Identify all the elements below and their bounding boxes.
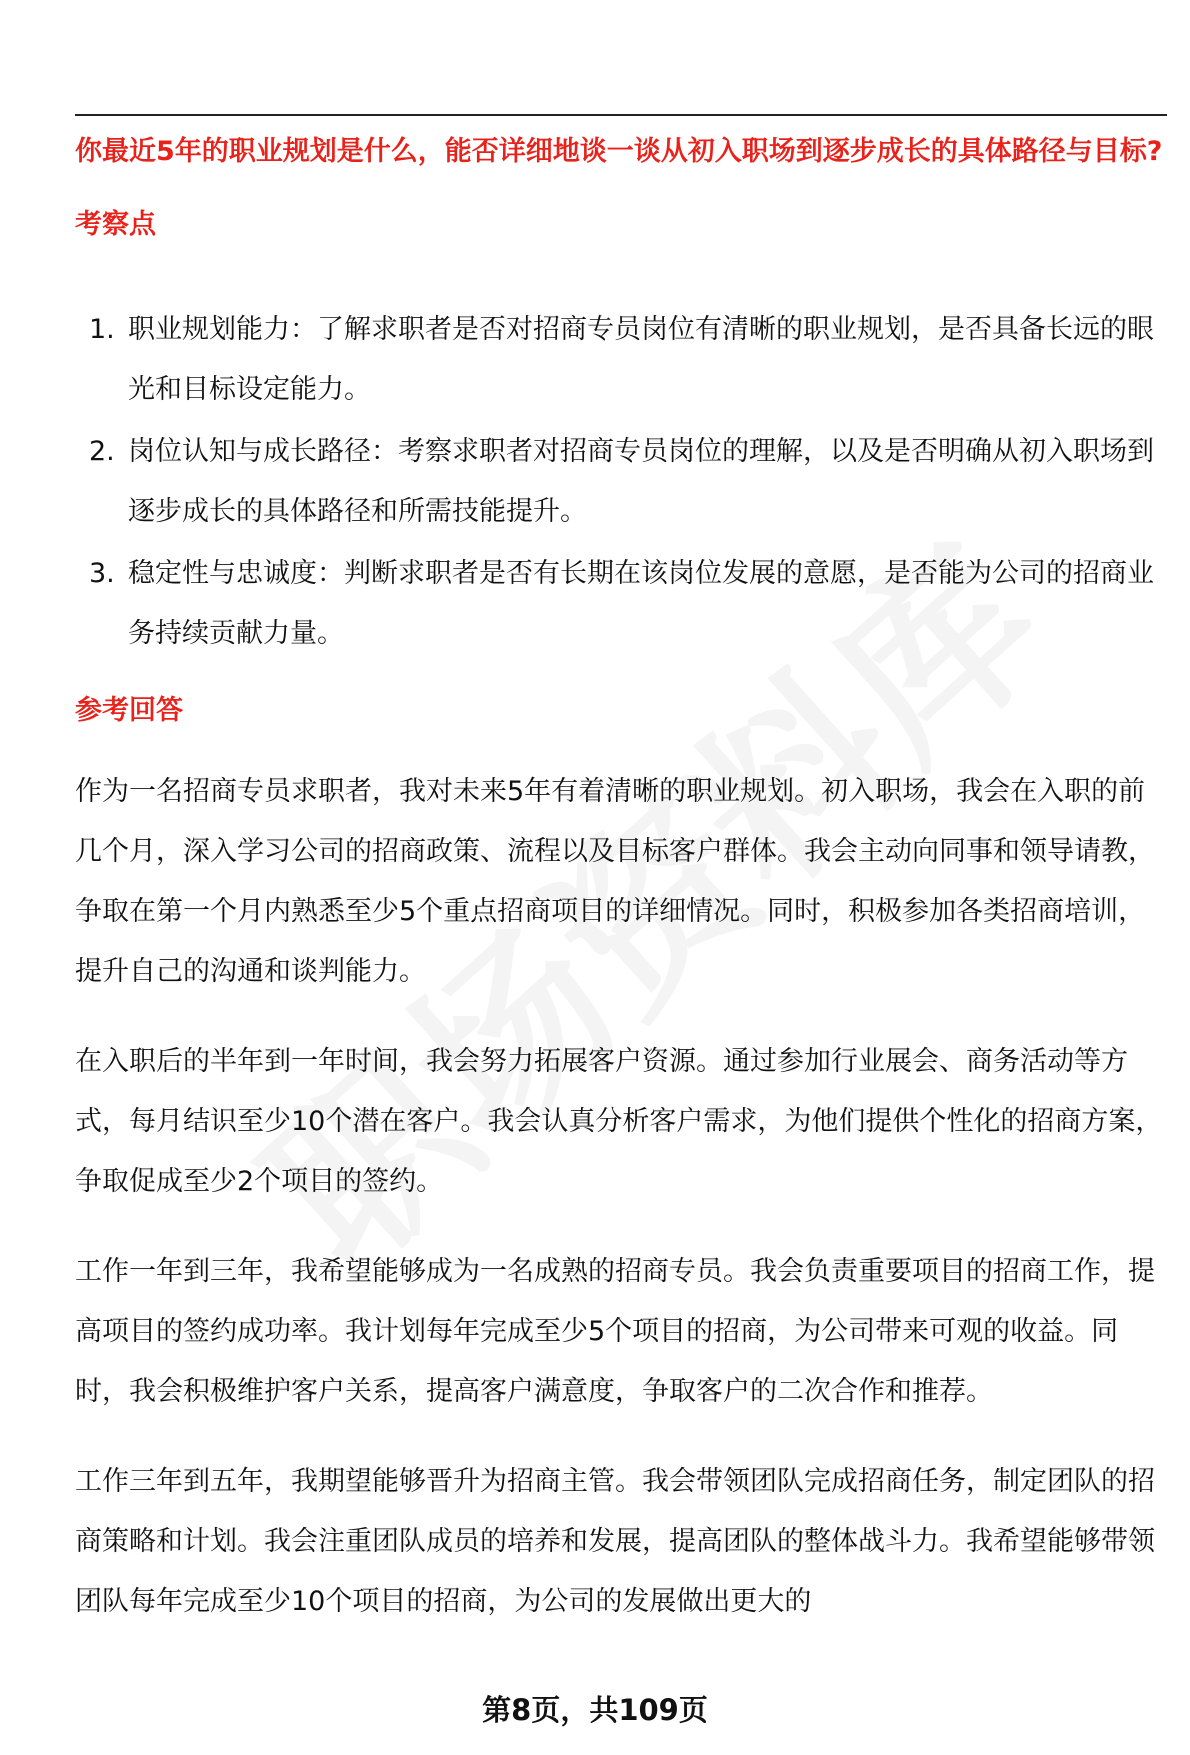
answer-paragraph: 工作三年到五年，我期望能够晋升为招商主管。我会带领团队完成招商任务，制定团队的招商策略和计划。我会注重团队成员的培养和发展，提高团队的整体战斗力。我希望能够带领团队每年完成至少10个项目的招商，为公司的发展做出更大的 bbox=[75, 1466, 1155, 1617]
point-text: 稳定性与忠诚度：判断求职者是否有长期在该岗位发展的意愿，是否能为公司的招商业务持续贡献力量。 bbox=[128, 558, 1154, 649]
points-list bbox=[75, 300, 1167, 666]
answer-heading: 参考回答 bbox=[75, 695, 183, 726]
point-number: 2. bbox=[89, 436, 115, 467]
point-text: 岗位认知与成长路径：考察求职者对招商专员岗位的理解，以及是否明确从初入职场到逐步成长的具体路径和所需技能提升。 bbox=[128, 436, 1154, 527]
answer-body bbox=[75, 762, 1167, 1662]
point-item bbox=[75, 300, 1167, 420]
answer-paragraph: 工作一年到三年，我希望能够成为一名成熟的招商专员。我会负责重要项目的招商工作，提高项目的签约成功率。我计划每年完成至少5个项目的招商，为公司带来可观的收益。同时，我会积极维护客户关系，提高客户满意度，争取客户的二次合作和推荐。 bbox=[75, 1256, 1155, 1407]
point-number: 3. bbox=[89, 558, 115, 589]
answer-paragraph: 在入职后的半年到一年时间，我会努力拓展客户资源。通过参加行业展会、商务活动等方式，每月结识至少10个潜在客户。我会认真分析客户需求，为他们提供个性化的招商方案，争取促成至少2个项目的签约。 bbox=[75, 1046, 1163, 1197]
page-number: 第8页，共109页 bbox=[482, 1693, 708, 1727]
point-number: 1. bbox=[89, 314, 115, 345]
answer-paragraph: 作为一名招商专员求职者，我对未来5年有着清晰的职业规划。初入职场，我会在入职的前几个月，深入学习公司的招商政策、流程以及目标客户群体。我会主动向同事和领导请教，争取在第一个月内熟悉至少5个重点招商项目的详细情况。同时，积极参加各类招商培训，提升自己的沟通和谈判能力。 bbox=[75, 776, 1155, 987]
point-item bbox=[75, 422, 1167, 542]
point-text: 职业规划能力：了解求职者是否对招商专员岗位有清晰的职业规划，是否具备长远的眼光和目标设定能力。 bbox=[128, 314, 1154, 405]
point-item bbox=[75, 544, 1167, 664]
question-title: 你最近5年的职业规划是什么，能否详细地谈一谈从初入职场到逐步成长的具体路径与目标? bbox=[75, 136, 1163, 167]
top-divider bbox=[75, 114, 1167, 116]
points-heading: 考察点 bbox=[75, 209, 156, 240]
